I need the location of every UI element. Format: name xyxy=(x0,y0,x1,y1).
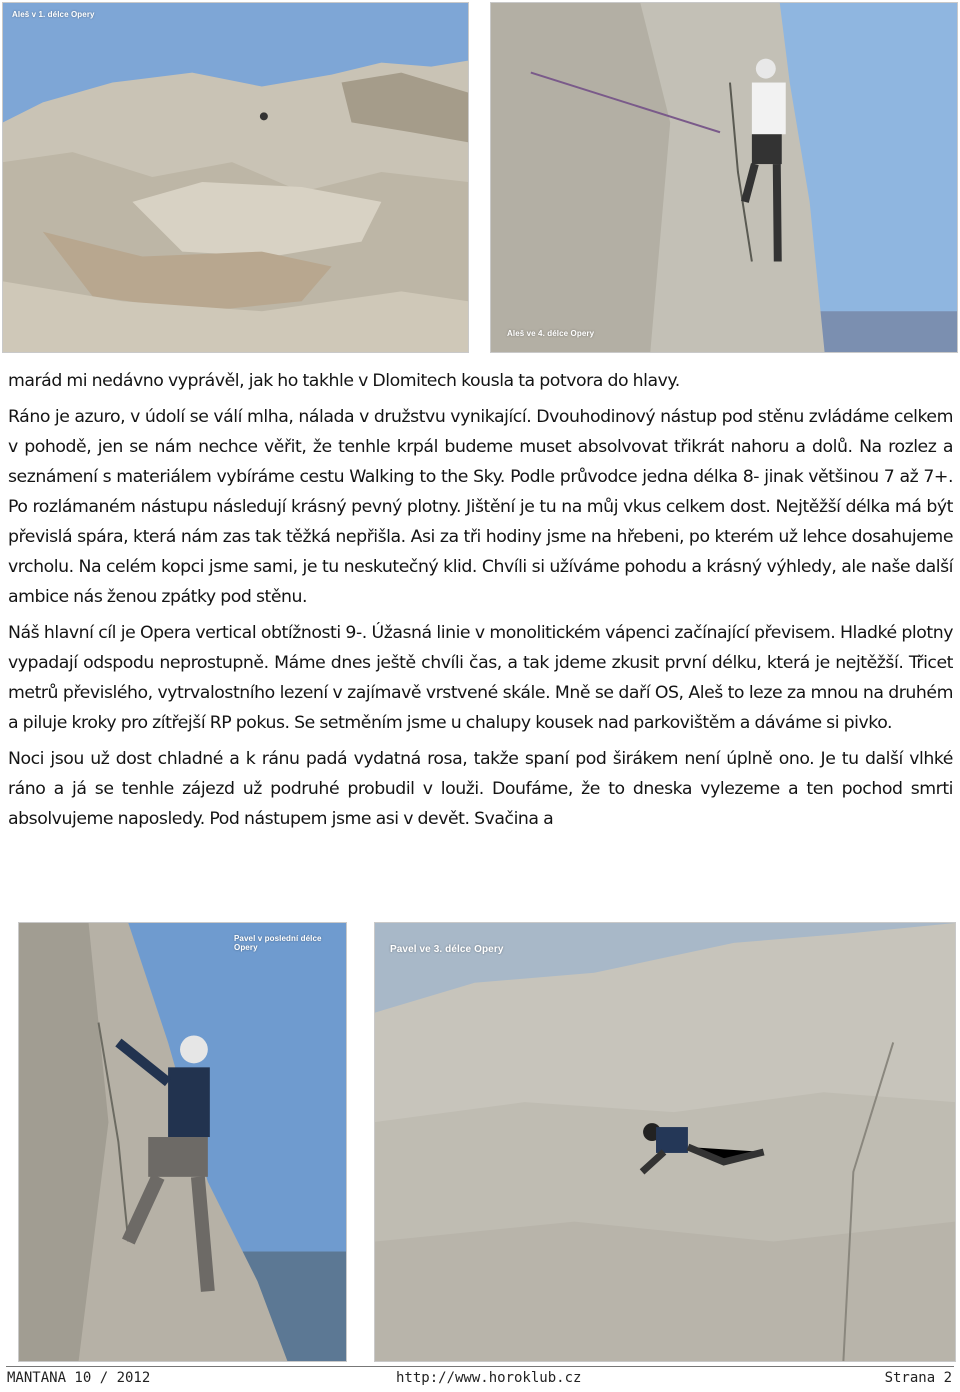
photo-caption: Aleš ve 4. délce Opery xyxy=(507,329,595,338)
article-paragraph: Noci jsou už dost chladné a k ránu padá vydatná rosa, takže spaní pod širákem není úplně ono. Je tu další vlhké ráno a já se tenhle zájezd už podruhé probudil v louži. Doufáme, že to dneska vylezeme a ten pochod smrti absolvujeme naposledy. Pod nástupem jsme asi v devět. Svačina a xyxy=(8,749,953,829)
photo-climber-third-pitch xyxy=(374,922,956,1362)
photo-caption: Pavel ve 3. délce Opery xyxy=(390,944,504,955)
footer-divider xyxy=(6,1366,954,1367)
climber-slab-image xyxy=(491,3,957,352)
climber-slab-wide-image xyxy=(375,923,955,1361)
photo-rock-face-first-pitch xyxy=(2,2,469,353)
footer-website-link[interactable]: http://www.horoklub.cz xyxy=(396,1370,582,1386)
photo-caption: Aleš v 1. délce Opery xyxy=(12,10,95,19)
article-paragraph: marád mi nedávno vyprávěl, jak ho takhle v Dlomitech kousla ta potvora do hlavy. xyxy=(8,371,680,391)
article-paragraph: Náš hlavní cíl je Opera vertical obtížnosti 9-. Úžasná linie v monolitickém vápenci začínající převisem. Hladké plotny vypadají odspodu neprostupně. Máme dnes ještě chvíli čas, a tak jdeme zkusit první délku, která je nejtěžší. Třicet metrů převislého, vytrvalostního lezení v zajímavě vrstvené skále. Mně se daří OS, Aleš to leze za mnou na druhém a piluje kroky pro zítřejší RP pokus. Se setměním jsme u chalupy kousek nad parkovištěm a dáváme si pivko. xyxy=(8,623,953,733)
rock-face-image xyxy=(3,3,468,352)
photo-caption: Pavel v poslední délce Opery xyxy=(234,934,322,952)
climber-crack-image xyxy=(19,923,346,1361)
photo-climber-last-pitch xyxy=(18,922,347,1362)
footer-page-number: Strana 2 xyxy=(884,1370,952,1386)
photo-climber-fourth-pitch xyxy=(490,2,958,353)
article-body xyxy=(8,366,953,840)
article-paragraph: Ráno je azuro, v údolí se válí mlha, nálada v družstvu vynikající. Dvouhodinový nástup pod stěnu zvládáme celkem v pohodě, jen se nám nechce věřit, že tenhle krpál budeme muset absolvovat třikrát nahoru a dolů. Na rozlez a seznámení s materiálem vybíráme cestu Walking to the Sky. Podle průvodce jedna délka 8- jinak většinou 7 až 7+. Po rozlámaném nástupu následují krásný pevný plotny. Jištění je tu na můj vkus celkem dost. Nejtěžší délka má být převislá spára, která nám zas tak těžká nepřišla. Asi za tři hodiny jsme na hřebeni, po kterém už lehce dosahujeme vrcholu. Na celém kopci jsme sami, je tu neskutečný klid. Chvíli si užíváme pohodu a krásný výhledy, ale naše další ambice nás ženou zpátky pod stěnu. xyxy=(8,407,953,607)
footer-magazine-issue: MANTANA 10 / 2012 xyxy=(7,1370,151,1386)
